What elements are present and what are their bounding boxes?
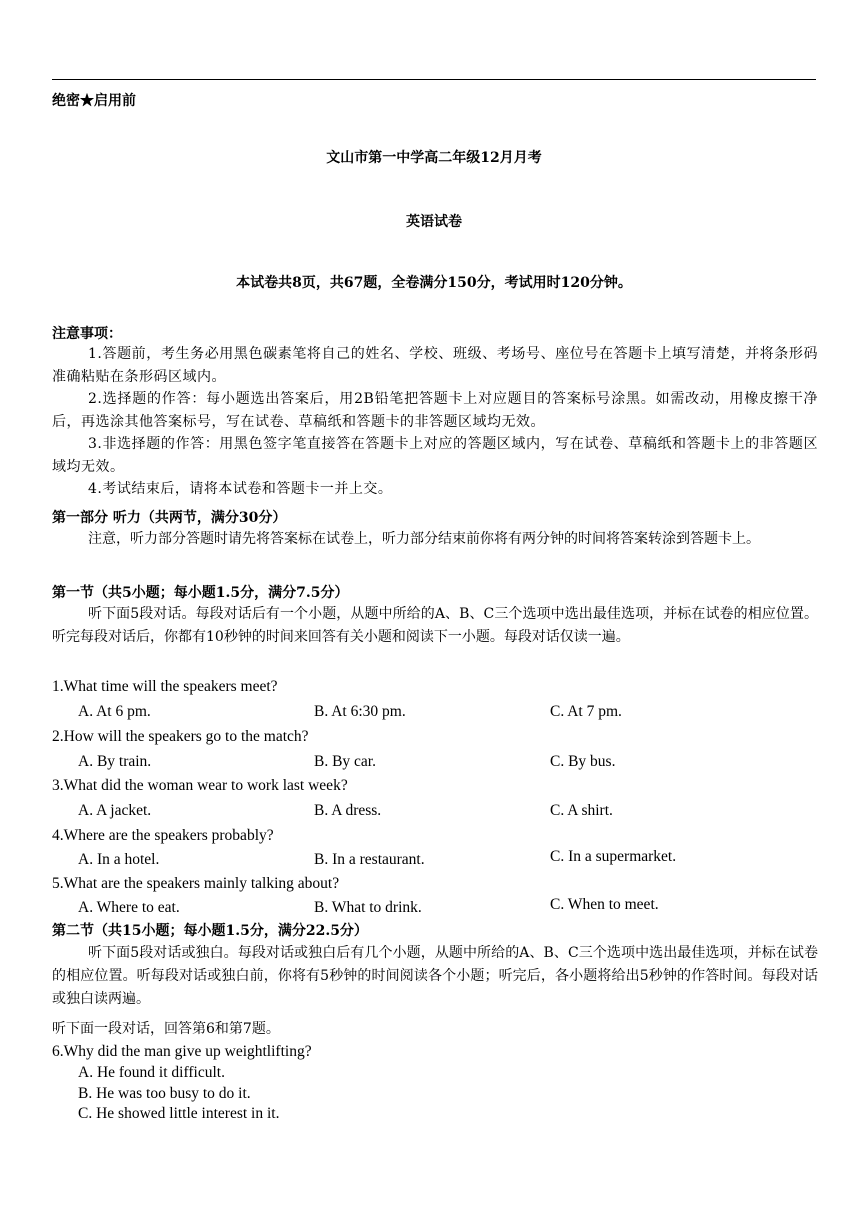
- option-c: C. By bus.: [550, 753, 616, 770]
- option-a: A. A jacket.: [78, 802, 152, 819]
- note-item: 3.非选择题的作答：用黑色签字笔直接答在答题卡上对应的答题区域内，写在试卷、草稿纸和答题卡上的非答题区域均无效。: [52, 436, 818, 475]
- option-c: C. In a supermarket.: [550, 848, 677, 865]
- question-2: 2.How will the speakers go to the match?: [52, 728, 309, 745]
- section1-instructions: 听下面5段对话。每段对话后有一个小题，从题中所给的A、B、C三个选项中选出最佳选项，并标在试卷的相应位置。听完每段对话后，你都有10秒钟的时间来回答有关小题和阅读下一小题。每段对话仅读一遍。: [52, 606, 818, 645]
- option-a: A. Where to eat.: [78, 899, 180, 916]
- option-c: C. At 7 pm.: [550, 703, 622, 720]
- option-b: B. He was too busy to do it.: [78, 1085, 251, 1102]
- option-b: B. In a restaurant.: [314, 851, 425, 868]
- option-a: A. He found it difficult.: [78, 1064, 225, 1081]
- part1-heading: 第一部分 听力（共两节，满分30分）: [52, 510, 287, 526]
- note-item: 4.考试结束后，请将本试卷和答题卡一并上交。: [88, 481, 393, 497]
- exam-title: 文山市第一中学高二年级12月月考: [326, 150, 542, 166]
- option-b: B. A dress.: [314, 802, 382, 819]
- option-c: C. He showed little interest in it.: [78, 1105, 280, 1122]
- option-c: C. When to meet.: [550, 896, 659, 913]
- notes-list: [52, 343, 818, 501]
- option-b: B. At 6:30 pm.: [314, 703, 406, 720]
- top-rule: [52, 79, 816, 80]
- part1-intro: 注意，听力部分答题时请先将答案标在试卷上，听力部分结束前你将有两分钟的时间将答案转涂到答题卡上。: [88, 531, 760, 547]
- option-a: A. By train.: [78, 753, 152, 770]
- notes-heading: 注意事项：: [52, 326, 122, 342]
- question-3: 3.What did the woman wear to work last week?: [52, 777, 348, 794]
- question-1: 1.What time will the speakers meet?: [52, 678, 278, 695]
- question-6: 6.Why did the man give up weightlifting?: [52, 1043, 312, 1060]
- note-item: 1.答题前，考生务必用黑色碳素笔将自己的姓名、学校、班级、考场号、座位号在答题卡上填写清楚，并将条形码准确粘贴在条形码区域内。: [52, 346, 818, 385]
- question-5: 5.What are the speakers mainly talking about?: [52, 875, 340, 892]
- section2-heading: 第二节（共15小题；每小题1.5分，满分22.5分）: [52, 923, 368, 939]
- note-item: 2.选择题的作答：每小题选出答案后，用2B铅笔把答题卡上对应题目的答案标号涂黑。如需改动，用橡皮擦干净后，再选涂其他答案标号，写在试卷、草稿纸和答题卡的非答题区域均无效。: [52, 391, 818, 430]
- option-a: A. In a hotel.: [78, 851, 160, 868]
- classification-mark: 绝密★启用前: [52, 93, 136, 109]
- exam-info: 本试卷共8页，共67题，全卷满分150分，考试用时120分钟。: [236, 275, 632, 291]
- section2-instructions: 听下面5段对话或独白。每段对话或独白后有几个小题，从题中所给的A、B、C三个选项中选出最佳选项，并标在试卷的相应位置。听每段对话或独白前，你将有5秒钟的时间阅读各个小题；听完后，各小题将给出5秒钟的作答时间。每段对话或独白读两遍。: [52, 945, 818, 1007]
- exam-subtitle: 英语试卷: [406, 214, 462, 230]
- option-a: A. At 6 pm.: [78, 703, 151, 720]
- option-b: B. By car.: [314, 753, 376, 770]
- option-b: B. What to drink.: [314, 899, 422, 916]
- option-c: C. A shirt.: [550, 802, 613, 819]
- section2-lead: 听下面一段对话，回答第6和第7题。: [52, 1021, 280, 1037]
- section1-heading: 第一节（共5小题；每小题1.5分，满分7.5分）: [52, 585, 349, 601]
- question-4: 4.Where are the speakers probably?: [52, 827, 274, 844]
